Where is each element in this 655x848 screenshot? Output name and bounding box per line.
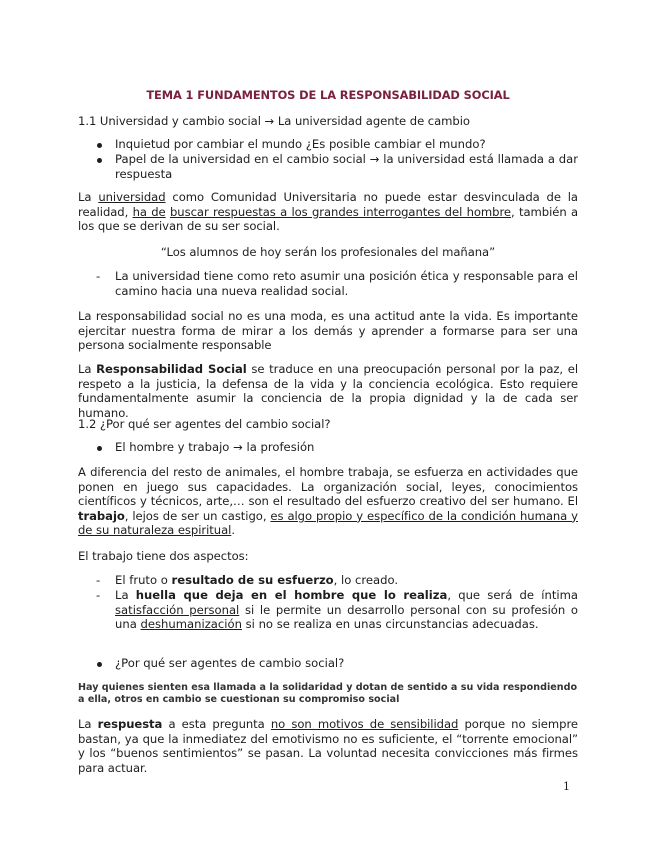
section-1-2-heading: 1.2 ¿Por qué ser agentes del cambio social? (78, 417, 331, 431)
list-item: La huella que deja en el hombre que lo realiza, que será de íntima satisfacción personal si le permite un desarrollo personal con su profesión o una deshumanización si no se realiza en unas circunstancias adecuadas. (115, 588, 578, 632)
bullet-icon (97, 143, 102, 148)
list-item: La universidad tiene como reto asumir una posición ética y responsable para el camino hacia una nueva realidad social. (115, 269, 578, 298)
arrow-icon: → (233, 440, 243, 454)
bullet-icon (97, 662, 102, 667)
small-note: Hay quienes sienten esa llamada a la solidaridad y dotan de sentido a su vida respondiendo a ella, otros en cambio se cuestionan su compromiso social (78, 682, 578, 706)
paragraph: La Responsabilidad Social se traduce en una preocupación personal por la paz, el respeto a la justicia, la defensa de la vida y la conciencia ecológica. Esto requiere fundamentalmente asumir la conciencia de la propia dignidad y la de cada ser humano. (78, 362, 578, 420)
paragraph: El trabajo tiene dos aspectos: (78, 549, 249, 563)
arrow-icon: → (369, 152, 380, 166)
paragraph: La universidad como Comunidad Universitaria no puede estar desvinculada de la realidad, ha de buscar respuestas a los grandes interrogantes del hombre, también a los que se derivan de su ser social. (78, 190, 579, 234)
page-title: TEMA 1 FUNDAMENTOS DE LA RESPONSABILIDAD SOCIAL (146, 88, 510, 102)
paragraph: La respuesta a esta pregunta no son motivos de sensibilidad porque no siempre bastan, ya que la inmediatez del emotivismo no es suficiente, el “torrente emocional” y los “buenos sentimientos” se pasan. La voluntad necesita convicciones más firmes para actuar. (78, 717, 578, 775)
section-1-1-heading: 1.1 Universidad y cambio social → La universidad agente de cambio (78, 114, 470, 128)
list-item: Papel de la universidad en el cambio social → la universidad está llamada a dar respuesta (115, 152, 578, 181)
bullet-icon (97, 446, 102, 451)
dash-icon: - (96, 573, 101, 587)
dash-icon: - (96, 269, 101, 283)
quote: “Los alumnos de hoy serán los profesionales del mañana” (160, 245, 496, 259)
paragraph: A diferencia del resto de animales, el hombre trabaja, se esfuerza en actividades que ponen en juego sus capacidades. La organización social, leyes, conocimientos científicos y técnicos, arte,… son el resultado del esfuerzo creativo del ser humano. El trabajo, lejos de ser un castigo, es algo propio y específico de la condición humana y de su naturaleza espiritual. (78, 465, 578, 538)
list-item: El fruto o resultado de su esfuerzo, lo creado. (115, 573, 399, 587)
arrow-icon: → (264, 114, 275, 128)
dash-icon: - (96, 588, 101, 602)
list-item: Inquietud por cambiar el mundo ¿Es posible cambiar el mundo? (115, 137, 486, 151)
bullet-icon (97, 158, 102, 163)
list-item: El hombre y trabajo → la profesión (115, 440, 315, 454)
paragraph: La responsabilidad social no es una moda, es una actitud ante la vida. Es importante ejercitar nuestra forma de mirar a los demás y aprender a formarse para ser una persona socialmente responsable (78, 309, 578, 353)
page-number: 1 (563, 780, 570, 793)
list-item: ¿Por qué ser agentes de cambio social? (115, 656, 345, 670)
